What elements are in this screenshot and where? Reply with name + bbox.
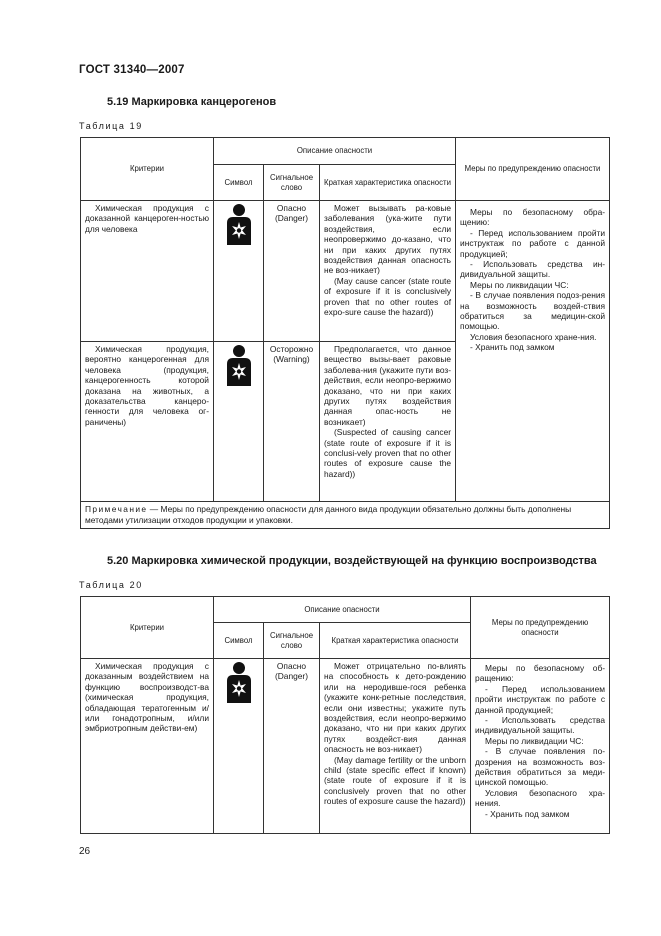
measures-line: - Хранить под замком [485, 808, 570, 819]
measures-line: - Использовать средства ин-дивидуальной защиты. [460, 259, 606, 280]
table-20 [80, 596, 610, 834]
document-header: ГОСТ 31340—2007 [79, 64, 185, 76]
note-text: — Меры по предупреждению опасности для данного вида продукции обязательно должны быть дополнены методами утилизации отходов продукции и упаковки. [85, 504, 572, 525]
measures-line: Меры по ликвидации ЧС: [470, 279, 569, 290]
table-label-20: Таблица 20 [79, 580, 143, 590]
hazard-symbol-cell [214, 342, 264, 502]
table-19 [80, 137, 610, 529]
col-header-criteria: Критерии [81, 597, 214, 659]
brief-en: (May damage fertility or the unborn child (state specific effect if known) (state route of exposure if it is conclusively proven that no other routes of exposure cause the hazard)) [324, 754, 467, 807]
measures-line: - Перед использованием пройти инструктаж по работе с данной продукцией; [475, 683, 606, 715]
measures-line: - В случае появления подоз-рения на возможность воздей-ствия обратиться за медицин-ской помощью. [460, 290, 606, 332]
measures-cell [456, 201, 610, 502]
brief-description-cell [320, 659, 471, 834]
measures-line: - В случае появления по-дозрения на возможность воз-действия обратиться за меди-цинской помощью. [475, 746, 606, 788]
measures-line: Условия безопасного хране-ния. [470, 331, 597, 342]
signal-word-cell: Опасно (Danger) [264, 659, 320, 834]
page-number: 26 [79, 846, 91, 857]
measures-line: Условия безопасного хра-нения. [475, 787, 606, 809]
table-label-19: Таблица 19 [79, 121, 143, 131]
hazard-symbol-cell [214, 659, 264, 834]
measures-line: Меры по ликвидации ЧС: [485, 735, 584, 746]
col-header-measures: Меры по предупреждению опасности [471, 597, 610, 659]
section-title-5-19: 5.19 Маркировка канцерогенов [107, 96, 277, 108]
col-header-hazard-description: Описание опасности [214, 597, 471, 623]
measures-line: Меры по безопасному обра-щению: [460, 207, 606, 228]
col-header-brief: Краткая характеристика опасности [320, 165, 456, 201]
measures-line: - Использовать средства индивидуальной защиты. [475, 715, 606, 736]
section-title-5-20: 5.20 Маркировка химической продукции, воздействующей на функцию воспроизводства [107, 555, 597, 567]
col-header-signal-word: Сигнальное слово [264, 165, 320, 201]
measures-line: Меры по безопасному об-ращению: [475, 663, 606, 684]
signal-word-cell: Опасно (Danger) [264, 201, 320, 342]
measures-line: - Хранить под замком [470, 342, 555, 353]
signal-word-cell: Осторожно (Warning) [264, 342, 320, 502]
brief-en: (May cause cancer (state route of exposure if it is conclusively proven that no other routes of expo-sure cause the hazard)) [324, 275, 452, 318]
table-note [81, 502, 610, 529]
brief-ru: Может отрицательно по-влиять на способность к дето-рождению или на неродивше-гося ребенка (укажите конк-ретные последствия, если они известны; укажите путь воздействия, если неопро-вержимо доказано, что ни при каких других путях воздейст-вия данная опасность не воз-никает) [324, 661, 467, 755]
hazard-symbol-cell [214, 201, 264, 342]
table-row-criteria: Химическая продукция, вероятно канцерогенная для человека (продукция, канцерогенность которой доказана на животных, а доказательства канцеро-генности для человека ог-раничены) [81, 342, 214, 502]
col-header-signal-word: Сигнальное слово [264, 623, 320, 659]
col-header-criteria: Критерии [81, 138, 214, 201]
measures-cell [471, 659, 610, 834]
health-hazard-icon [220, 661, 258, 703]
measures-line: - Перед использованием пройти инструктаж по работе с данной продукцией; [460, 227, 606, 259]
brief-en: (Suspected of causing cancer (state route of exposure if it is conclusi-vely proven that no other routes of exposure cause the hazard)) [324, 427, 452, 479]
col-header-symbol: Символ [214, 623, 264, 659]
brief-ru: Может вызывать ра-ковые заболевания (ука-жите пути воздействия, если неопровержимо до-казано, что ни при каких других путях воздействия данная опасность не воз-никает) [324, 203, 452, 276]
col-header-symbol: Символ [214, 165, 264, 201]
col-header-brief: Краткая характеристика опасности [320, 623, 471, 659]
health-hazard-icon [220, 344, 258, 386]
table-row-criteria: Химическая продукция с доказанным воздействием на функцию воспроизводст-ва (химическая продукция, обладающая тератогенным и/или гонадотропным, и/или эмбриотропным действи-ем) [81, 659, 214, 834]
col-header-measures: Меры по предупреждению опасности [456, 138, 610, 201]
brief-description-cell [320, 342, 456, 502]
table-row-criteria: Химическая продукция с доказанной канцероген-ностью для человека [81, 201, 214, 342]
brief-ru: Предполагается, что данное вещество вызы-вает раковые заболева-ния (укажите пути воз-действия, если неопро-вержимо доказано, что ни при каких других путях воздействия данная опас-ность не возникает) [324, 344, 452, 427]
health-hazard-icon [220, 203, 258, 245]
col-header-hazard-description: Описание опасности [214, 138, 456, 165]
note-label: Примечание [85, 504, 148, 514]
brief-description-cell [320, 201, 456, 342]
